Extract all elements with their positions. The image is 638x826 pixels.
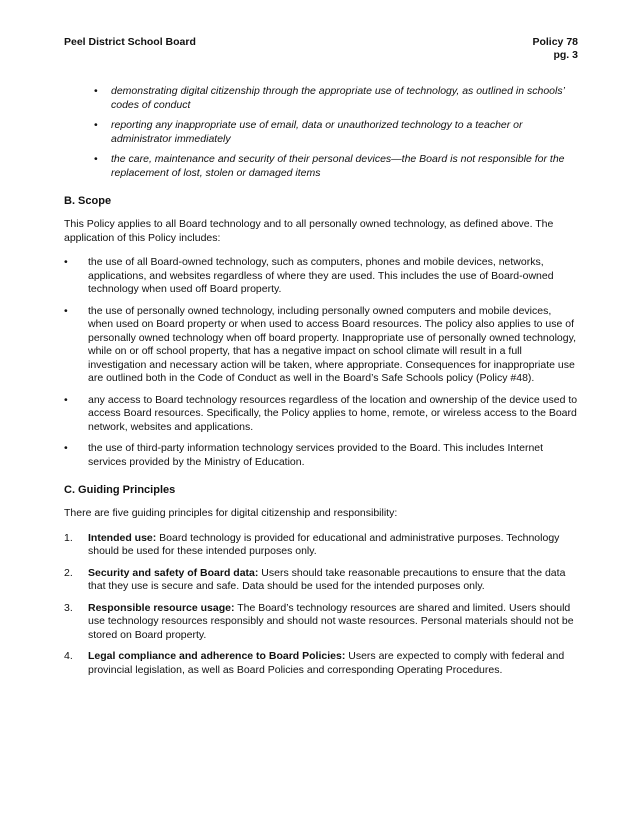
bullet-icon: • (94, 85, 98, 97)
list-item (64, 442, 578, 469)
principles-section (64, 483, 578, 677)
document-page (64, 36, 578, 676)
page-number: pg. 3 (553, 49, 578, 61)
list-item-text: the use of personally owned technology, including personally owned computers and mobile devices, when used on Board property or when used to access Board resources. The policy also applies to use of personally owned technology when off board property. Inappropriate use of personally owned technology, while on or off school property, that has a negative impact on school climate will result in a full investigation and necessary action will be taken, where appropriate. Consequences for inappropriate use are outlined both in the Code of Conduct as well in the Board’s Safe Schools policy (Policy #48). (88, 304, 576, 384)
bullet-icon: • (94, 153, 98, 165)
item-number: 3. (64, 601, 73, 614)
list-item (64, 256, 578, 297)
principle-text: Users are expected to comply with federal and provincial legislation, as well as Board Policies and corresponding Operating Procedures. (88, 650, 565, 676)
item-number: 2. (64, 566, 73, 579)
bullet-icon: • (64, 393, 68, 406)
list-item (64, 305, 578, 386)
intro-bullet-list (64, 85, 578, 180)
list-item-text: demonstrating digital citizenship through the appropriate use of technology, as outlined in schools’ codes of conduct (111, 85, 565, 111)
principle-term: Intended use: (88, 531, 157, 544)
principle-text: Users should take reasonable precautions to ensure that the data that they use is secure and safe. Data should be used for the intended purposes only. (88, 566, 566, 592)
principle-term: Security and safety of Board data: (88, 566, 259, 579)
list-item (64, 602, 578, 643)
principle-term: Legal compliance and adherence to Board Policies: (88, 650, 346, 662)
list-item (64, 394, 578, 435)
list-item (64, 85, 578, 112)
bullet-icon: • (94, 119, 98, 131)
scope-intro: This Policy applies to all Board technology and to all personally owned technology, as defined above. The application of this Policy includes: (64, 218, 554, 244)
list-item (64, 532, 578, 559)
list-item (64, 153, 578, 180)
principle-text: The Board’s technology resources are shared and limited. Users should use technology resources responsibly and should not waste resources. Personal materials should not be stored on Board property. (88, 601, 574, 641)
list-item-text: the use of third-party information technology services provided to the Board. This includes Internet services provided by the Ministry of Education. (88, 442, 544, 468)
item-number: 1. (64, 531, 73, 544)
list-item (64, 119, 578, 146)
list-item-text: the use of all Board-owned technology, such as computers, phones and mobile devices, networks, applications, and websites regardless of where they are used. This includes the use of Board-owned technology when used off Board property. (88, 256, 554, 295)
scope-list (64, 256, 578, 469)
list-item (64, 650, 578, 677)
page-header (64, 36, 578, 64)
principles-heading: C. Guiding Principles (64, 484, 176, 496)
list-item (64, 567, 578, 594)
board-name: Peel District School Board (64, 36, 196, 48)
scope-section (64, 194, 578, 469)
principle-text: Board technology is provided for educational and administrative purposes. Technology should be used for these intended purposes only. (88, 531, 560, 557)
item-number: 4. (64, 650, 73, 662)
list-item-text: reporting any inappropriate use of email, data or unauthorized technology to a teacher or administrator immediately (111, 119, 523, 145)
list-item-text: the care, maintenance and security of their personal devices—the Board is not responsible for the replacement of lost, stolen or damaged items (111, 153, 565, 179)
principles-list (64, 532, 578, 678)
bullet-icon: • (64, 442, 68, 454)
policy-number: Policy 78 (532, 36, 578, 48)
bullet-icon: • (64, 304, 68, 317)
principles-intro: There are five guiding principles for digital citizenship and responsibility: (64, 507, 398, 519)
scope-heading: B. Scope (64, 195, 112, 207)
principle-term: Responsible resource usage: (88, 601, 235, 614)
policy-page-label (532, 36, 578, 62)
bullet-icon: • (64, 256, 68, 268)
list-item-text: any access to Board technology resources regardless of the location and ownership of the device used to access Board resources. Specifically, the Policy applies to home, remote, or wireless access to the Board network, websites and applications. (88, 393, 578, 433)
